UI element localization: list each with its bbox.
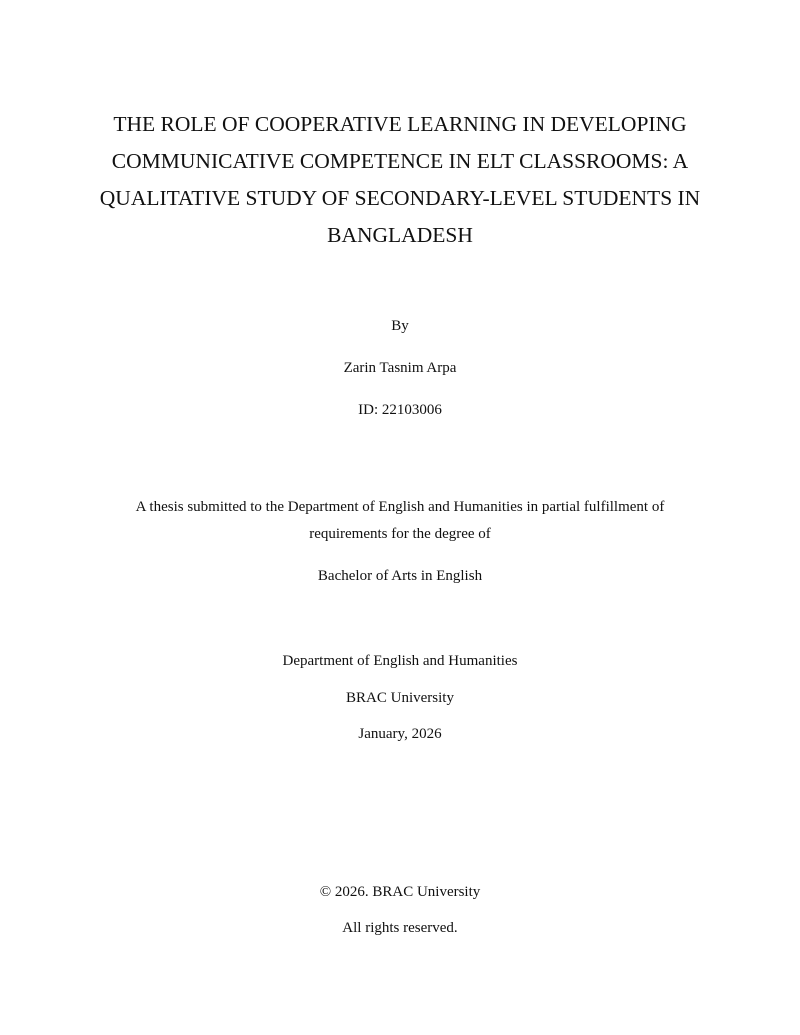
title-line: THE ROLE OF COOPERATIVE LEARNING IN DEVELOPING (113, 112, 687, 136)
university-name: BRAC University (346, 690, 454, 706)
author-name: Zarin Tasnim Arpa (343, 360, 457, 376)
submission-date: January, 2026 (358, 726, 442, 742)
title-line: COMMUNICATIVE COMPETENCE IN ELT CLASSROOMS: A (111, 149, 689, 173)
student-id: ID: 22103006 (358, 402, 442, 418)
title-line: BANGLADESH (327, 223, 473, 247)
degree-name: Bachelor of Arts in English (317, 568, 483, 584)
by-label: By (391, 318, 409, 334)
submission-line: requirements for the degree of (309, 526, 491, 542)
submission-line: A thesis submitted to the Department of English and Humanities in partial fulfillment of (135, 499, 665, 515)
submission-statement (80, 494, 720, 548)
title-line: QUALITATIVE STUDY OF SECONDARY-LEVEL STUDENTS IN (99, 186, 701, 210)
copyright-notice: © 2026. BRAC University (319, 884, 481, 900)
department-name: Department of English and Humanities (282, 653, 518, 669)
thesis-title (90, 106, 710, 254)
rights-notice: All rights reserved. (342, 920, 458, 936)
